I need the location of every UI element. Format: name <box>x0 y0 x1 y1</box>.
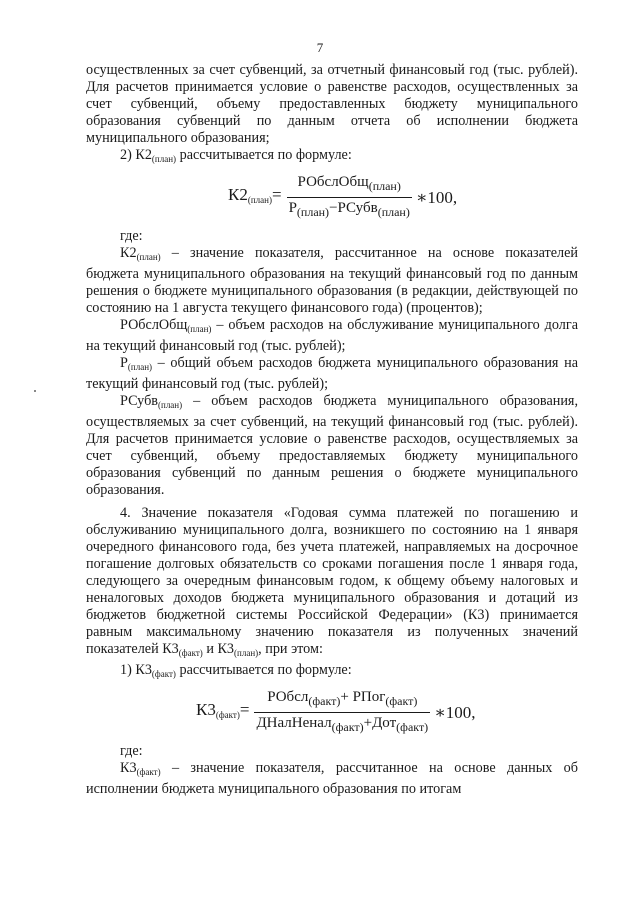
subscript: (план) <box>136 252 161 262</box>
subscript: (план) <box>187 324 212 334</box>
term: Р <box>120 355 128 371</box>
formula-lhs <box>196 701 249 724</box>
paragraph-subventions-end: осуществленных за счет субвенций, за отчетный финансовый год (тыс. рублей). Для расчетов принимается условие о равенстве расходов, осуществленных за счет субвенций, объему предоставленных бюджету муниципального образования субвенций по данным отчета об исполнении бюджета муниципального образования; <box>86 62 578 146</box>
subscript: (факт) <box>136 767 161 777</box>
den-subscript-b: (факт) <box>396 720 429 734</box>
lhs-symbol: К2 <box>228 185 248 204</box>
formula-fraction <box>287 174 412 221</box>
subscript: (факт) <box>151 669 176 679</box>
den-subscript-a: (факт) <box>331 720 364 734</box>
den-term-a: ДНалНенал <box>256 715 332 731</box>
subscript: (факт) <box>178 648 203 658</box>
lhs-subscript: (факт) <box>215 710 240 720</box>
multiplier: ∗100, <box>415 188 458 207</box>
subscript: (план) <box>151 154 177 164</box>
formula-body <box>196 689 476 736</box>
multiplier: ∗100, <box>434 703 476 722</box>
k3-fact-intro <box>86 662 578 683</box>
page-number: 7 <box>316 40 324 55</box>
definition: – значение показателя, рассчитанное на основе данных об исполнении бюджета муниципального образования по итогам <box>86 760 578 797</box>
den-term-a: Р <box>288 200 297 216</box>
text: и К3 <box>202 641 235 657</box>
numerator <box>296 174 403 197</box>
text: , при этом: <box>258 641 323 657</box>
definition: – объем расходов на обслуживание муниципального долга на текущий финансовый год (тыс. рублей); <box>86 317 578 354</box>
text: 2) К2 <box>120 147 152 163</box>
num-term: РОбслОбщ <box>297 174 369 190</box>
denominator <box>254 712 430 736</box>
definition: – общий объем расходов бюджета муниципального образования на текущий финансовый год (тыс. рублей); <box>86 355 578 392</box>
formula-k3-fact <box>86 683 578 743</box>
text: 4. Значение показателя «Годовая сумма платежей по погашению и обслуживанию муниципального долга, возникшего по состоянию на 1 января очередного финансового года, без учета платежей, направляемых на досрочное погашение долговых обязательств со сроками погашения после 1 января года, следующего за очередным финансовым годом, к общему объему налоговых и неналоговых доходов бюджета муниципального образования и дотаций из бюджетов бюджетной системы Российской Федерации» (К3) принимается равным максимальному значению показателя из полученных значений показателей К3 <box>86 505 578 657</box>
k2-plan-intro <box>86 147 578 168</box>
where-label: где: <box>120 228 143 244</box>
text: 1) К3 <box>120 662 152 678</box>
text: рассчитывается по формуле: <box>176 147 352 163</box>
document-body <box>86 62 578 798</box>
num-subscript-b: (факт) <box>385 694 418 708</box>
num-subscript-a: (факт) <box>308 694 341 708</box>
num-subscript: (план) <box>368 179 401 193</box>
subscript: (план) <box>127 362 153 372</box>
den-term-b: −РСубв <box>329 200 378 216</box>
equals-sign: = <box>239 700 250 719</box>
den-term-b: +Дот <box>363 715 397 731</box>
numerator <box>265 689 419 712</box>
subscript: (план) <box>158 400 183 410</box>
lhs-subscript: (план) <box>247 195 272 205</box>
def-k3-fact <box>86 760 578 798</box>
formula-fraction <box>254 689 430 736</box>
lhs-symbol: К3 <box>196 700 216 719</box>
term: РСубв <box>120 393 158 409</box>
section-4-paragraph <box>86 505 578 662</box>
num-term-a: РОбсл <box>267 689 309 705</box>
den-subscript-a: (план) <box>296 205 330 219</box>
subscript: (план) <box>234 648 259 658</box>
denominator <box>287 197 412 221</box>
formula-lhs <box>228 186 282 209</box>
def-rsubv-plan <box>86 393 578 499</box>
term: РОбслОбщ <box>120 317 188 333</box>
definition: – значение показателя, рассчитанное на основе показателей бюджета муниципального образования на текущий финансовый год по данным решения о бюджете муниципального образования (в редакции, действующей по состоянию на 1 августа текущего финансового года) (процентов); <box>86 245 578 316</box>
definition: – объем расходов бюджета муниципального образования, осуществляемых за счет субвенций, на текущий финансовый год (тыс. рублей). Для расчетов принимается условие о равенстве расходов, осуществляемых за счет субвенций, объему предоставляемых бюджету муниципального образования субвенций по данным решения о бюджете муниципального образования. <box>86 393 578 498</box>
def-robslobshch <box>86 317 578 355</box>
term: К3 <box>120 760 137 776</box>
where-label: где: <box>120 743 143 759</box>
def-k2-plan <box>86 245 578 317</box>
formula-k2-plan <box>86 168 578 228</box>
equals-sign: = <box>271 185 282 204</box>
den-subscript-b: (план) <box>377 205 410 219</box>
def-r-plan <box>86 355 578 393</box>
scan-speck <box>34 390 36 392</box>
num-term-b: + РПог <box>340 689 386 705</box>
term: К2 <box>120 245 137 261</box>
formula-body <box>228 174 457 221</box>
text: рассчитывается по формуле: <box>175 662 352 678</box>
